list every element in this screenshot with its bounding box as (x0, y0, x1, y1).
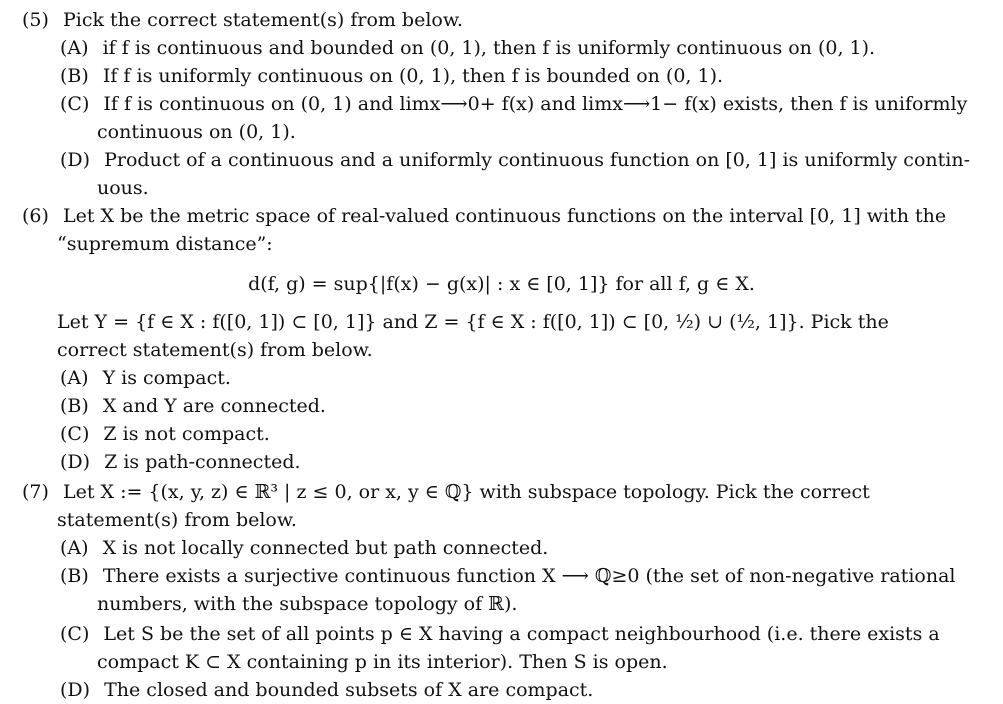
q6-option-d-label: (D) (60, 451, 91, 473)
q7-number: (7) (22, 481, 49, 503)
q5-option-b (60, 62, 723, 90)
q6-option-a-label: (A) (60, 367, 89, 389)
q6-option-c-label: (C) (60, 423, 90, 445)
q7-option-a-label: (A) (60, 537, 89, 559)
q6-number: (6) (22, 205, 49, 227)
q5-header (22, 6, 463, 34)
q5-stem: Pick the correct statement(s) from below. (62, 9, 463, 31)
q6-option-b-text: X and Y are connected. (102, 395, 326, 417)
q6-formula: d(f, g) = sup{|f(x) − g(x)| : x ∈ [0, 1]} for all f, g ∈ X. (248, 273, 755, 295)
q6-option-b (60, 392, 326, 420)
q6-definition-1: Let Y = {f ∈ X : f([0, 1]) ⊂ [0, 1]} and Z = {f ∈ X : f([0, 1]) ⊂ [0, ½) ∪ (½, 1]}. Pick the (57, 311, 889, 333)
q5-option-c-label: (C) (60, 93, 90, 115)
q6-definition-2: correct statement(s) from below. (57, 339, 373, 361)
q5-option-d-text-2: uous. (97, 177, 149, 199)
q5-option-d-label: (D) (60, 149, 91, 171)
q7-option-d-text: The closed and bounded subsets of X are compact. (104, 679, 594, 701)
q7-option-b (60, 562, 956, 590)
q5-option-c-text-1: If f is continuous on (0, 1) and limx⟶0+ f(x) and limx⟶1− f(x) exists, then f is uniformly (103, 93, 968, 115)
q6-option-a (60, 364, 231, 392)
q7-option-a-text: X is not locally connected but path connected. (102, 537, 549, 559)
q6-option-b-label: (B) (60, 395, 89, 417)
q6-option-d (60, 448, 301, 476)
q5-option-d (60, 146, 970, 174)
q7-option-b-text-1: There exists a surjective continuous function X ⟶ ℚ≥0 (the set of non-negative rational (102, 565, 956, 587)
q5-option-d-text-1: Product of a continuous and a uniformly continuous function on [0, 1] is uniformly contin- (104, 149, 970, 171)
q5-option-a-text: if f is continuous and bounded on (0, 1), then f is uniformly continuous on (0, 1). (102, 37, 876, 59)
q7-option-c-label: (C) (60, 623, 90, 645)
q7-stem-1: Let X := {(x, y, z) ∈ ℝ³ | z ≤ 0, or x, y ∈ ℚ} with subspace topology. Pick the correct (62, 481, 870, 503)
q7-option-a (60, 534, 548, 562)
q6-header (22, 202, 946, 230)
q6-option-d-text: Z is path-connected. (104, 451, 301, 473)
q6-option-a-text: Y is compact. (102, 367, 231, 389)
q7-option-d (60, 676, 593, 704)
q5-option-a (60, 34, 875, 62)
q5-option-b-text: If f is uniformly continuous on (0, 1), then f is bounded on (0, 1). (102, 65, 724, 87)
q6-stem-2: “supremum distance”: (57, 233, 273, 255)
q7-option-b-label: (B) (60, 565, 89, 587)
q5-option-c (60, 90, 967, 118)
q7-option-c-text-2: compact K ⊂ X containing p in its interior). Then S is open. (97, 651, 668, 673)
q6-option-c-text: Z is not compact. (103, 423, 270, 445)
q5-option-a-label: (A) (60, 37, 89, 59)
q7-option-c-text-1: Let S be the set of all points p ∈ X having a compact neighbourhood (i.e. there exists a (103, 623, 940, 645)
q6-stem-1: Let X be the metric space of real-valued continuous functions on the interval [0, 1] with the (62, 205, 947, 227)
q5-option-c-text-2: continuous on (0, 1). (97, 121, 296, 143)
q7-header (22, 478, 870, 506)
q7-option-d-label: (D) (60, 679, 91, 701)
q7-stem-2: statement(s) from below. (57, 509, 297, 531)
q5-number: (5) (22, 9, 49, 31)
q6-option-c (60, 420, 270, 448)
q5-option-b-label: (B) (60, 65, 89, 87)
q7-option-b-text-2: numbers, with the subspace topology of ℝ). (97, 593, 518, 615)
q7-option-c (60, 620, 940, 648)
